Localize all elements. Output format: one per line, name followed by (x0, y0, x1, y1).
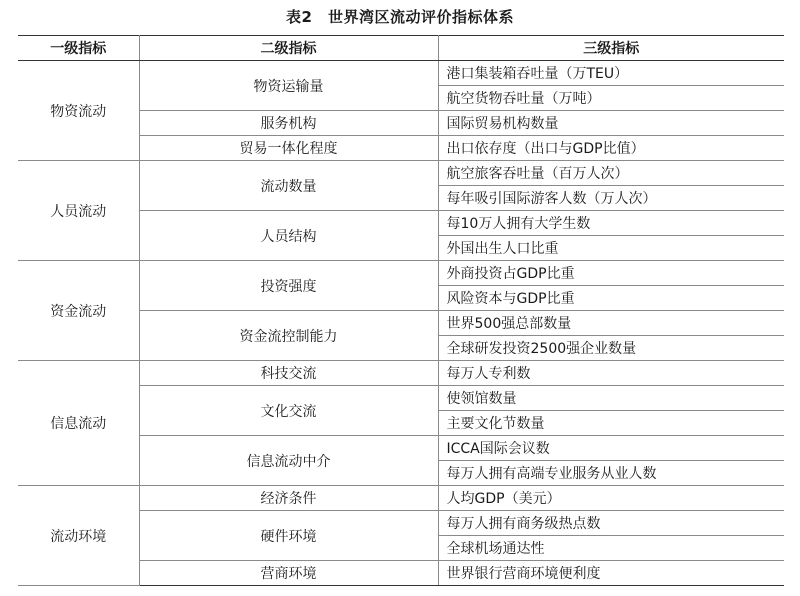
level3-cell: 每10万人拥有大学生数 (438, 211, 784, 236)
header-level2: 二级指标 (139, 36, 438, 61)
header-row (18, 36, 784, 61)
level2-cell: 科技交流 (139, 361, 438, 386)
header-level1: 一级指标 (18, 36, 139, 61)
level3-cell: 世界银行营商环境便利度 (438, 561, 784, 586)
level2-cell: 物资运输量 (139, 61, 438, 111)
level3-cell: 每年吸引国际游客人数（万人次） (438, 186, 784, 211)
table-row (18, 361, 784, 386)
level2-cell: 人员结构 (139, 211, 438, 261)
level3-cell: 航空旅客吞吐量（百万人次） (438, 161, 784, 186)
level2-cell: 信息流动中介 (139, 436, 438, 486)
level3-cell: 世界500强总部数量 (438, 311, 784, 336)
level2-cell: 流动数量 (139, 161, 438, 211)
level2-cell: 服务机构 (139, 111, 438, 136)
level3-cell: 航空货物吞吐量（万吨） (438, 86, 784, 111)
level3-cell: 全球机场通达性 (438, 536, 784, 561)
table-row (18, 61, 784, 86)
level3-cell: 出口依存度（出口与GDP比值） (438, 136, 784, 161)
level3-cell: 国际贸易机构数量 (438, 111, 784, 136)
level3-cell: 港口集装箱吞吐量（万TEU） (438, 61, 784, 86)
level1-cell: 信息流动 (18, 361, 139, 486)
level2-cell: 贸易一体化程度 (139, 136, 438, 161)
table-row (18, 486, 784, 511)
level2-cell: 资金流控制能力 (139, 311, 438, 361)
level3-cell: 每万人拥有高端专业服务从业人数 (438, 461, 784, 486)
level3-cell: 风险资本与GDP比重 (438, 286, 784, 311)
table-row (18, 161, 784, 186)
level2-cell: 经济条件 (139, 486, 438, 511)
level3-cell: ICCA国际会议数 (438, 436, 784, 461)
level1-cell: 资金流动 (18, 261, 139, 361)
level2-cell: 文化交流 (139, 386, 438, 436)
level1-cell: 物资流动 (18, 61, 139, 161)
table-caption: 表2 世界湾区流动评价指标体系 (286, 8, 514, 26)
level3-cell: 每万人专利数 (438, 361, 784, 386)
level3-cell: 外商投资占GDP比重 (438, 261, 784, 286)
table-body (18, 61, 784, 586)
header-level3: 三级指标 (438, 36, 784, 61)
level3-cell: 主要文化节数量 (438, 411, 784, 436)
level3-cell: 全球研发投资2500强企业数量 (438, 336, 784, 361)
level3-cell: 使领馆数量 (438, 386, 784, 411)
table-row (18, 261, 784, 286)
table-header (18, 36, 784, 61)
level2-cell: 营商环境 (139, 561, 438, 586)
level1-cell: 流动环境 (18, 486, 139, 586)
level3-cell: 每万人拥有商务级热点数 (438, 511, 784, 536)
level3-cell: 人均GDP（美元） (438, 486, 784, 511)
indicator-table (18, 35, 784, 586)
level2-cell: 投资强度 (139, 261, 438, 311)
level3-cell: 外国出生人口比重 (438, 236, 784, 261)
level1-cell: 人员流动 (18, 161, 139, 261)
level2-cell: 硬件环境 (139, 511, 438, 561)
